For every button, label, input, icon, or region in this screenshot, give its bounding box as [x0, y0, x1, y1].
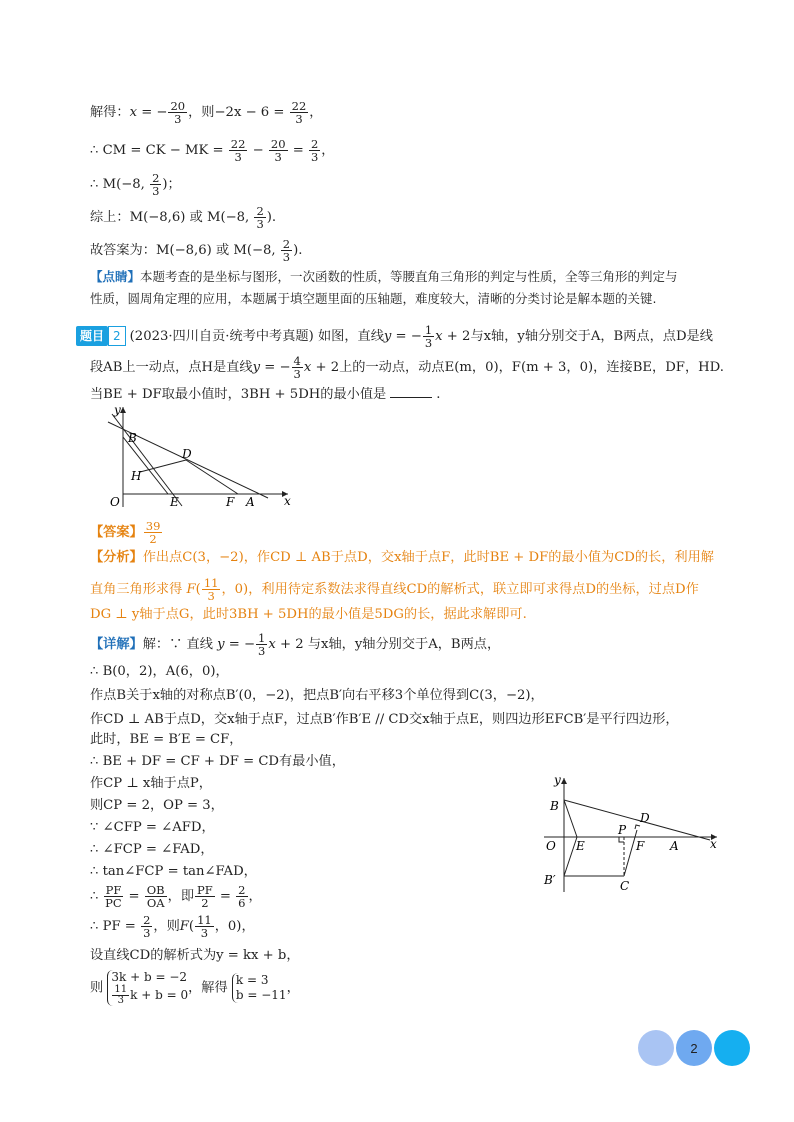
page-deco-circle-left [638, 1030, 674, 1066]
page-deco-circle-right [714, 1030, 750, 1066]
analysis-line-1: 【分析】作出点C(3，−2)，作CD ⊥ AB于点D，交x轴于点F，此时BE + DF的最小值为CD的长，利用解 [90, 550, 714, 565]
detail-line-6: ∴ BE + DF = CF + DF = CD有最小值， [90, 754, 345, 769]
fig2-label-a: A [670, 839, 679, 853]
fig1-segment-be [123, 437, 168, 494]
detail-line-8: 则CP = 2，OP = 3， [90, 798, 224, 813]
page-number: 2 [690, 1040, 698, 1056]
detail-line-11: ∴ tan∠FCP = tan∠FAD， [90, 864, 257, 879]
fig1-label-f: F [226, 495, 235, 509]
fig2-label-b: B [550, 799, 559, 813]
fig2-label-p: P [618, 823, 627, 837]
detail-line-14: 设直线CD的解析式为y = kx + b， [90, 948, 300, 963]
figure-2 [532, 770, 722, 895]
detail-line-5: 此时，BE = B′E = CF， [90, 732, 243, 747]
analysis-line-2: 直角三角形求得 F( $\frac{11}{3}$ ，0)，利用待定系数法求得直线CD的解析式，联立即可求得点D的坐标，过点D作 [90, 576, 699, 603]
fig2-label-e: E [576, 839, 585, 853]
fig1-label-x: x [284, 494, 291, 508]
equation-system-1: 3k + b = −2 $\frac{11}{3}$ k + b = 0 [107, 970, 188, 1006]
fig2-label-o: O [546, 839, 556, 853]
figure-1 [98, 402, 298, 512]
detail-line-10: ∴ ∠FCP = ∠FAD， [90, 842, 214, 857]
problem-line-1: 题目 2 (2023·四川自贡·统考中考真题) 如图，直线y = − $\frac{1}{3}$ x + 2与x轴，y轴分别交于A，B两点，点D是线 [76, 324, 713, 349]
equation-system-2: k = 3 b = −11 [232, 973, 287, 1003]
fig1-label-o: O [110, 495, 120, 509]
solve-line-3: ∴ M(−8, $\frac{2}{3}$ )； [90, 171, 181, 198]
solve-line-2: ∴ CM = CK − MK = $\frac{22}{3}$ − $\frac{20}{3}$ = $\frac{2}{3}$ ， [90, 137, 335, 164]
analysis-line-3: DG ⊥ y轴于点G，此时3BH + 5DH的最小值是5DG的长，据此求解即可. [90, 607, 527, 622]
problem-number: 2 [108, 326, 126, 346]
fig2-label-x: x [710, 837, 717, 851]
fig1-label-e: E [170, 495, 179, 509]
fig1-segment-hd [140, 460, 186, 472]
fig2-right-angle-d [635, 825, 640, 829]
fig1-label-y: y [114, 403, 121, 417]
fig1-label-a: A [246, 495, 255, 509]
fig1-label-b: B [128, 431, 137, 445]
solve-line-1: 解得：x = − $\frac{20}{3}$ ，则−2x − 6 = $\frac{22}{3}$ ， [90, 99, 323, 126]
detail-line-9: ∵ ∠CFP = ∠AFD， [90, 820, 215, 835]
fig2-label-c: C [620, 879, 630, 893]
fig2-y-arrow [561, 778, 567, 784]
page-number-circle [676, 1030, 712, 1066]
detail-line-3: 作点B关于x轴的对称点B′(0，−2)，把点B′向右平移3个单位得到C(3，−2)， [90, 688, 544, 703]
problem-line-2: 段AB上一动点，点H是直线y = − $\frac{4}{3}$ x + 2上的一动点，动点E(m，0)，F(m + 3，0)，连接BE，DF，HD. [90, 354, 724, 381]
fig2-label-d: D [640, 811, 650, 825]
fig2-right-angle-p [619, 837, 624, 842]
detail-line-13: ∴ PF = $\frac{2}{3}$ ，则F( $\frac{11}{3}$ ，0)， [90, 913, 255, 940]
detail-line-15: 则 3k + b = −2 $\frac{11}{3}$ k + b = 0 ，解得 k = 3 b = −11 ， [90, 970, 300, 1006]
fig2-line-ab [564, 800, 710, 840]
dianjing-line-1: 【点睛】本题考查的是坐标与图形，一次函数的性质，等腰直角三角形的判定与性质，全等三角形的判定与 [90, 269, 678, 284]
problem-badge: 题目 [76, 326, 108, 346]
solve-line-5: 故答案为：M(−8,6) 或 M(−8, $\frac{2}{3}$ ). [90, 237, 303, 264]
answer-line: 【答案】 $\frac{39}{2}$ [90, 519, 161, 546]
problem-line-3: 当BE + DF取最小值时，3BH + 5DH的最小值是 . [90, 387, 441, 402]
fig1-label-h: H [131, 469, 142, 483]
fig2-label-b-prime: B′ [544, 873, 556, 887]
fig1-label-d: D [182, 447, 192, 461]
detail-line-2: ∴ B(0，2)，A(6，0)， [90, 664, 229, 679]
fig1-segment-df [186, 460, 238, 494]
answer-blank[interactable] [390, 397, 432, 398]
detail-line-7: 作CP ⊥ x轴于点P， [90, 776, 212, 791]
fig1-y-arrow [120, 407, 126, 413]
detail-line-1: 【详解】解：∵ 直线 y = − $\frac{1}{3}$ x + 2 与x轴，y轴分别交于A，B两点， [90, 631, 501, 658]
fig2-label-f: F [636, 839, 645, 853]
detail-line-12: ∴ $\frac{PF}{PC}$ = $\frac{OB}{OA}$ ，即 $\frac{PF}{2}$ = $\frac{2}{6}$ ， [90, 883, 262, 910]
detail-line-4: 作CD ⊥ AB于点D，交x轴于点F，过点B′作B′E // CD交x轴于点E，则四边形EFCB′是平行四边形， [90, 712, 679, 727]
solve-line-4: 综上：M(−8,6) 或 M(−8, $\frac{2}{3}$ ). [90, 204, 277, 231]
fig2-segment-be [564, 800, 577, 837]
dianjing-line-2: 性质，圆周角定理的应用，本题属于填空题里面的压轴题，难度较大，清晰的分类讨论是解本题的关键. [90, 291, 657, 306]
fig2-label-y: y [554, 773, 561, 787]
